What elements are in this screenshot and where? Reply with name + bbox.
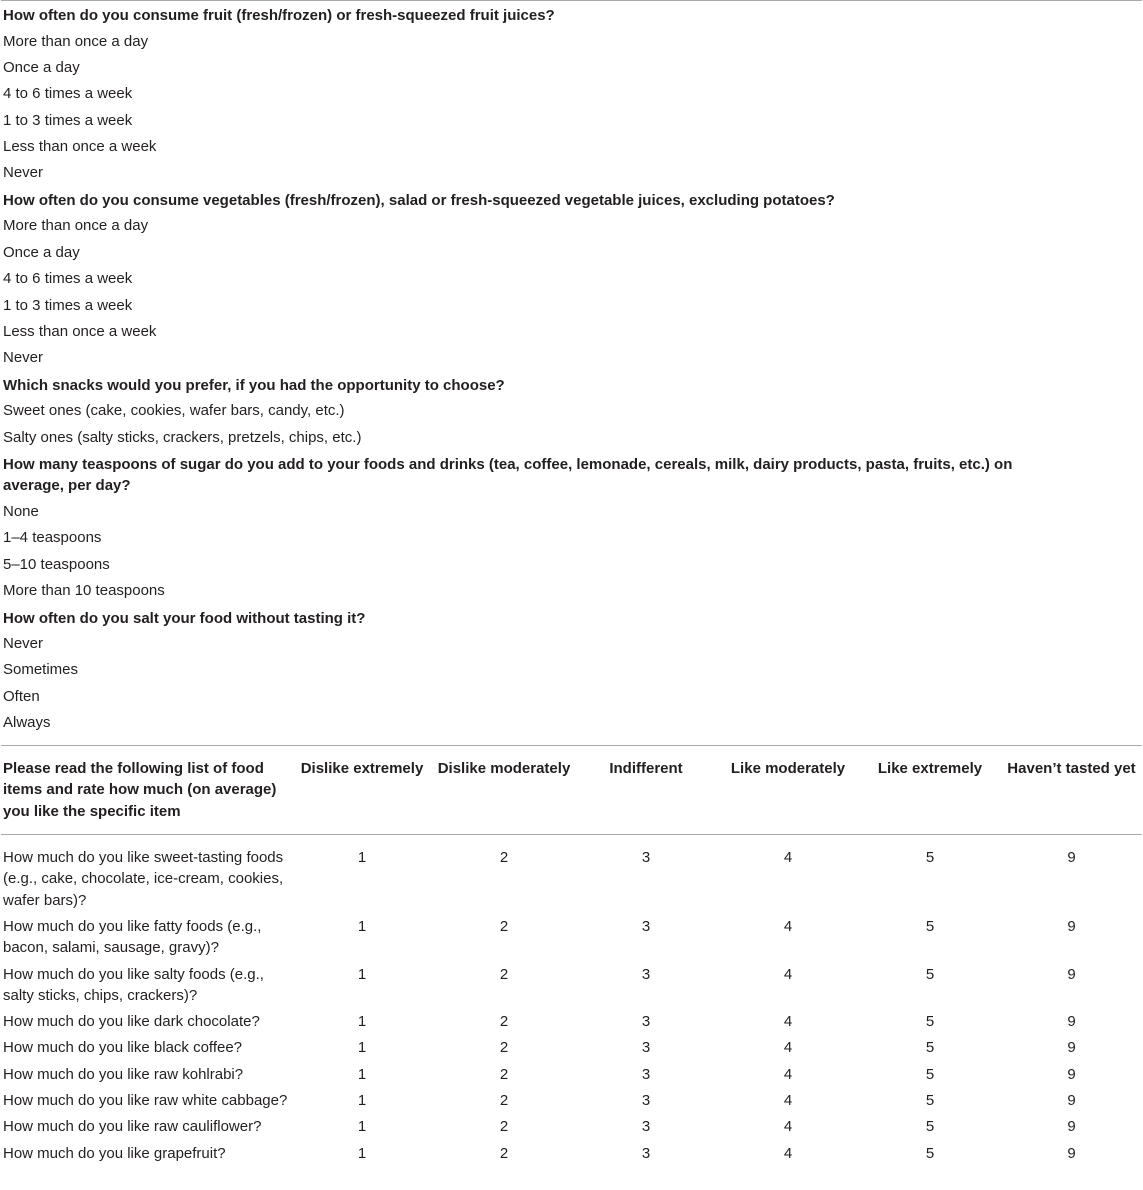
rating-value: 1 (357, 1118, 367, 1136)
option: More than 10 teaspoons (3, 582, 165, 600)
table-row (1, 1114, 1142, 1140)
rating-value: 9 (1067, 1065, 1076, 1083)
table-row (1, 1061, 1142, 1087)
rating-value: 9 (1067, 1144, 1076, 1162)
option: 1 to 3 times a week (3, 111, 133, 129)
option: Less than once a week (3, 322, 157, 340)
table-row (1, 1140, 1142, 1166)
rating-value: 2 (499, 1118, 509, 1136)
rating-value: 5 (925, 1013, 935, 1031)
rating-value: 2 (499, 1013, 509, 1031)
rating-value: 1 (357, 917, 367, 935)
header-dislike-extremely: Dislike extremely (300, 759, 424, 777)
table-row (1, 835, 1142, 914)
question-text: How often do you salt your food without tasting it? (3, 609, 366, 627)
question-vegetables (3, 187, 1143, 372)
rating-value: 4 (783, 1065, 793, 1083)
questions-section (0, 1, 1143, 737)
table-row (1, 1009, 1142, 1035)
rating-value: 2 (499, 1039, 509, 1057)
rating-value: 1 (357, 849, 367, 867)
rating-value: 3 (641, 1013, 651, 1031)
question-fruit (3, 1, 1143, 187)
question-text: How often do you consume fruit (fresh/frozen) or fresh-squeezed fruit juices? (3, 7, 555, 24)
rating-value: 9 (1067, 1092, 1076, 1110)
table-row (1, 1088, 1142, 1114)
option: Less than once a week (3, 138, 157, 156)
rating-value: 3 (641, 1118, 651, 1136)
rating-value: 3 (641, 1092, 651, 1110)
rating-value: 1 (357, 1144, 367, 1162)
option: 1–4 teaspoons (3, 529, 102, 547)
rating-value: 3 (641, 965, 651, 983)
header-dislike-moderately: Dislike moderately (437, 759, 571, 777)
rating-value: 5 (925, 1092, 935, 1110)
rating-value: 5 (925, 1065, 935, 1083)
rating-value: 9 (1067, 1013, 1076, 1031)
rating-value: 1 (357, 965, 367, 983)
rating-value: 3 (641, 1065, 651, 1083)
option: Once a day (3, 58, 80, 76)
option: None (3, 502, 39, 520)
question-text: How many teaspoons of sugar do you add to your foods and drinks (tea, coffee, lemonade, cereals, milk, dairy products, pasta, fruits, etc.) on average, per day? (3, 455, 1013, 495)
rating-value: 2 (499, 1065, 509, 1083)
rating-value: 5 (925, 849, 935, 867)
table-row (1, 1035, 1142, 1061)
rating-table (1, 746, 1142, 1167)
option: Often (3, 687, 40, 705)
rating-value: 9 (1067, 917, 1076, 935)
rating-value: 1 (357, 1039, 367, 1057)
rating-value: 4 (783, 849, 793, 867)
rating-value: 3 (641, 1039, 651, 1057)
row-item-question: How much do you like black coffee? (3, 1039, 243, 1057)
rating-value: 3 (641, 849, 651, 867)
rating-value: 9 (1067, 965, 1076, 983)
rating-value: 1 (357, 1065, 367, 1083)
option: Sometimes (3, 661, 79, 679)
option: Never (3, 164, 44, 182)
rating-value: 4 (783, 1118, 793, 1136)
rating-value: 4 (783, 1092, 793, 1110)
rating-value: 4 (783, 965, 793, 983)
header-havent-tasted: Haven’t tasted yet (1007, 759, 1136, 777)
row-item-question: How much do you like dark chocolate? (3, 1013, 260, 1031)
rating-value: 1 (357, 1092, 367, 1110)
row-item-question: How much do you like grapefruit? (3, 1144, 226, 1162)
rating-value: 4 (783, 1013, 793, 1031)
option: 4 to 6 times a week (3, 85, 133, 103)
option: 1 to 3 times a week (3, 296, 133, 314)
row-item-question: How much do you like sweet-tasting foods (e.g., cake, chocolate, ice-cream, cookies, wafer bars)? (3, 849, 284, 909)
table-row (1, 913, 1142, 961)
question-text: Which snacks would you prefer, if you had the opportunity to choose? (3, 376, 505, 394)
option: Once a day (3, 243, 80, 261)
rating-value: 5 (925, 1118, 935, 1136)
rating-value: 1 (357, 1013, 367, 1031)
option: Never (3, 349, 44, 367)
rating-value: 3 (641, 1144, 651, 1162)
question-salt (3, 605, 1143, 737)
option: Sweet ones (cake, cookies, wafer bars, candy, etc.) (3, 402, 345, 420)
rating-value: 4 (783, 917, 793, 935)
rating-value: 2 (499, 1092, 509, 1110)
rating-value: 4 (783, 1144, 793, 1162)
question-text: How often do you consume vegetables (fresh/frozen), salad or fresh-squeezed vegetable juices, excluding potatoes? (3, 191, 835, 209)
rating-value: 9 (1067, 1118, 1076, 1136)
rating-value: 4 (783, 1039, 793, 1057)
rating-value: 9 (1067, 1039, 1076, 1057)
header-instruction: Please read the following list of food items and rate how much (on average) you like the specific item (3, 759, 277, 820)
header-like-extremely: Like extremely (877, 759, 983, 777)
option: Salty ones (salty sticks, crackers, pretzels, chips, etc.) (3, 428, 362, 446)
row-item-question: How much do you like raw cauliflower? (3, 1118, 262, 1136)
rating-value: 3 (641, 917, 651, 935)
option: 5–10 teaspoons (3, 555, 110, 573)
rating-value: 5 (925, 1039, 935, 1057)
rating-value: 2 (499, 965, 509, 983)
option: More than once a day (3, 217, 149, 235)
question-sugar (3, 451, 1143, 605)
row-item-question: How much do you like raw white cabbage? (3, 1092, 288, 1110)
rating-value: 2 (499, 849, 509, 867)
option: Never (3, 635, 44, 653)
table-row (1, 961, 1142, 1009)
rating-value: 9 (1067, 849, 1076, 867)
option: More than once a day (3, 32, 149, 50)
header-like-moderately: Like moderately (730, 759, 846, 777)
rating-value: 2 (499, 917, 509, 935)
row-item-question: How much do you like fatty foods (e.g., bacon, salami, sausage, gravy)? (3, 917, 262, 957)
table-header-row (1, 746, 1142, 835)
rating-value: 2 (499, 1144, 509, 1162)
rating-value: 5 (925, 965, 935, 983)
row-item-question: How much do you like salty foods (e.g., salty sticks, chips, crackers)? (3, 965, 264, 1004)
option: Always (3, 714, 51, 732)
rating-value: 5 (925, 1144, 935, 1162)
rating-value: 5 (925, 917, 935, 935)
row-item-question: How much do you like raw kohlrabi? (3, 1065, 244, 1083)
question-snacks (3, 372, 1143, 451)
option: 4 to 6 times a week (3, 270, 133, 288)
header-indifferent: Indifferent (609, 759, 683, 777)
